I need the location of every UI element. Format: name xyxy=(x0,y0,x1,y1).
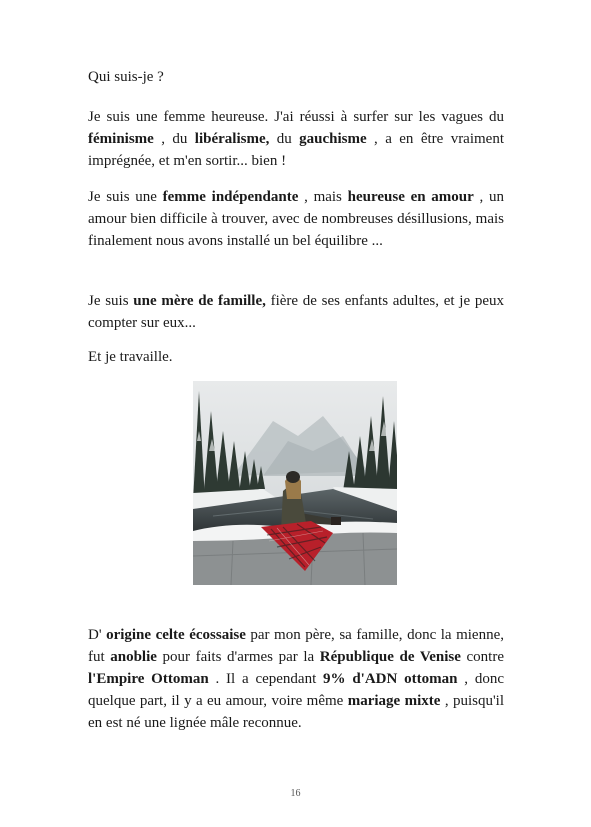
paragraph-intro xyxy=(88,106,504,172)
text-run: D' xyxy=(88,627,107,643)
text-run: , a en être vraiment imprégnée, et m'en sortir... bien ! xyxy=(88,131,505,169)
bold-term: une mère de famille, xyxy=(133,293,266,309)
text-run: , un amour bien difficile à trouver, avec de nombreuses désillusions, mais finalement nous avons installé un bel équilibre ... xyxy=(88,189,504,249)
text-run: , du xyxy=(153,131,195,147)
text-run: pour faits d'armes par la xyxy=(156,649,320,665)
bold-term: femme indépendante xyxy=(162,189,299,205)
bold-term: gauchisme xyxy=(299,131,367,147)
text-run: , donc quelque part, il y a eu amour, voire même xyxy=(88,671,504,709)
text-run: par mon père, sa famille, donc la mienne, fut xyxy=(88,627,504,665)
text-run: fière de ses enfants adultes, et je peux compter sur eux... xyxy=(88,293,504,331)
paragraph-family xyxy=(88,290,504,334)
text-run: , puisqu'il en est né une lignée mâle reconnue. xyxy=(88,693,505,731)
section-title: Qui suis-je ? xyxy=(88,69,164,85)
bold-term: origine celte écossaise xyxy=(106,627,246,643)
text-run: contre xyxy=(460,649,504,665)
bold-term: libéralisme, xyxy=(194,131,270,147)
winter-photo xyxy=(193,381,397,585)
bold-term: heureuse en amour xyxy=(347,189,474,205)
paragraph-independent xyxy=(88,186,504,252)
text-run: du xyxy=(269,131,300,147)
paragraph-origin xyxy=(88,624,504,734)
bold-term: mariage mixte xyxy=(347,693,441,709)
text-run: , mais xyxy=(298,189,348,205)
bold-term: 9% d'ADN ottoman xyxy=(323,671,458,687)
bold-term: féminisme xyxy=(88,131,154,147)
text-run: . Il a cependant xyxy=(208,671,324,687)
bold-term: République de Venise xyxy=(319,649,461,665)
text-run: Je suis xyxy=(88,293,134,309)
bold-term: anoblie xyxy=(110,649,157,665)
text-run: Je suis une xyxy=(88,189,163,205)
paragraph-work: Et je travaille. xyxy=(88,349,173,365)
bold-term: l'Empire Ottoman xyxy=(88,671,209,687)
page-number: 16 xyxy=(290,788,301,799)
text-run: Je suis une femme heureuse. J'ai réussi à surfer sur les vagues du xyxy=(88,109,504,125)
